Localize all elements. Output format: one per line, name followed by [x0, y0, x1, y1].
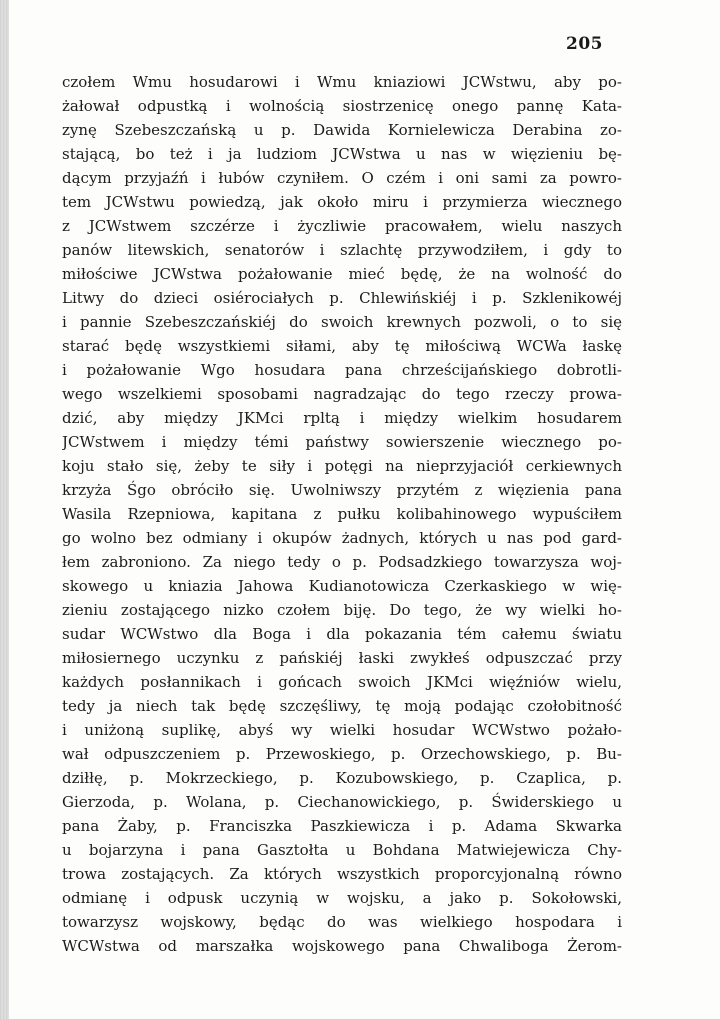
- text-line: wego wszelkiemi sposobami nagradzając do tego rzeczy prowa-: [62, 385, 622, 403]
- text-line: i pożałowanie Wgo hosudara pana chrześcijańskiego dobrotli-: [62, 361, 622, 379]
- text-line: łem zabroniono. Za niego tedy o p. Podsadzkiego towarzysza woj-: [62, 553, 622, 571]
- text-line: zieniu zostającego nizko czołem biję. Do tego, że wy wielki ho-: [62, 601, 622, 619]
- text-line: tem JCWstwu powiedzą, jak około miru i przymierza wiecznego: [62, 193, 622, 211]
- text-line: panów litewskich, senatorów i szlachtę przywodziłem, i gdy to: [62, 241, 622, 259]
- text-line: WCWstwa od marszałka wojskowego pana Chwaliboga Żerom-: [62, 937, 622, 955]
- text-line: sudar WCWstwo dla Boga i dla pokazania tém całemu światu: [62, 625, 622, 643]
- text-line: Litwy do dzieci osiérociałych p. Chlewińskiéj i p. Szklenikowéj: [62, 289, 622, 307]
- page-number: 205: [566, 34, 603, 54]
- text-line: miłosiernego uczynku z pańskiéj łaski zwykłeś odpuszczać przy: [62, 649, 622, 667]
- text-line: krzyża Śgo obróciło się. Uwolniwszy przytém z więzienia pana: [62, 481, 622, 499]
- text-line: każdych posłannikach i gońcach swoich JKMci więźniów wielu,: [62, 673, 622, 691]
- text-line: skowego u kniazia Jahowa Kudianotowicza Czerkaskiego w wię-: [62, 577, 622, 595]
- text-line: z JCWstwem szczérze i życzliwie pracowałem, wielu naszych: [62, 217, 622, 235]
- text-line: dzić, aby między JKMci rpltą i między wielkim hosudarem: [62, 409, 622, 427]
- text-line: Gierzoda, p. Wolana, p. Ciechanowickiego, p. Świderskiego u: [62, 793, 622, 811]
- text-line: stającą, bo też i ja ludziom JCWstwa u nas w więzieniu bę-: [62, 145, 622, 163]
- text-line: odmianę i odpusk uczynią w wojsku, a jako p. Sokołowski,: [62, 889, 622, 907]
- text-line: u bojarzyna i pana Gasztołta u Bohdana Matwiejewicza Chy-: [62, 841, 622, 859]
- text-line: i pannie Szebeszczańskiéj do swoich krewnych pozwoli, o to się: [62, 313, 622, 331]
- text-line: Wasila Rzepniowa, kapitana z pułku kolibahinowego wypuściłem: [62, 505, 622, 523]
- text-line: wał odpuszczeniem p. Przewoskiego, p. Orzechowskiego, p. Bu-: [62, 745, 622, 763]
- text-line: pana Żaby, p. Franciszka Paszkiewicza i p. Adama Skwarka: [62, 817, 622, 835]
- text-line: czołem Wmu hosudarowi i Wmu kniaziowi JCWstwu, aby po-: [62, 73, 622, 91]
- text-line: miłościwe JCWstwa pożałowanie mieć będę, że na wolność do: [62, 265, 622, 283]
- text-line: dziłłę, p. Mokrzeckiego, p. Kozubowskiego, p. Czaplica, p.: [62, 769, 622, 787]
- scan-binding-edge: [0, 0, 9, 1019]
- text-line: koju stało się, żeby te siły i potęgi na nieprzyjaciół cerkiewnych: [62, 457, 622, 475]
- text-line: żałował odpustką i wolnością siostrzenicę onego pannę Kata-: [62, 97, 622, 115]
- text-line: starać będę wszystkiemi siłami, aby tę miłościwą WCWa łaskę: [62, 337, 622, 355]
- text-line: dącym przyjaźń i łubów czyniłem. O czém i oni sami za powro-: [62, 169, 622, 187]
- text-line: trowa zostających. Za których wszystkich proporcyjonalną równo: [62, 865, 622, 883]
- text-line: zynę Szebeszczańską u p. Dawida Kornielewicza Derabina zo-: [62, 121, 622, 139]
- text-line: towarzysz wojskowy, będąc do was wielkiego hospodara i: [62, 913, 622, 931]
- text-line: tedy ja niech tak będę szczęśliwy, tę moją podając czołobitność: [62, 697, 622, 715]
- body-text: [62, 70, 622, 958]
- text-line: i uniżoną suplikę, abyś wy wielki hosudar WCWstwo pożało-: [62, 721, 622, 739]
- text-line: go wolno bez odmiany i okupów żadnych, których u nas pod gard-: [62, 529, 622, 547]
- text-line: JCWstwem i między témi państwy sowierszenie wiecznego po-: [62, 433, 622, 451]
